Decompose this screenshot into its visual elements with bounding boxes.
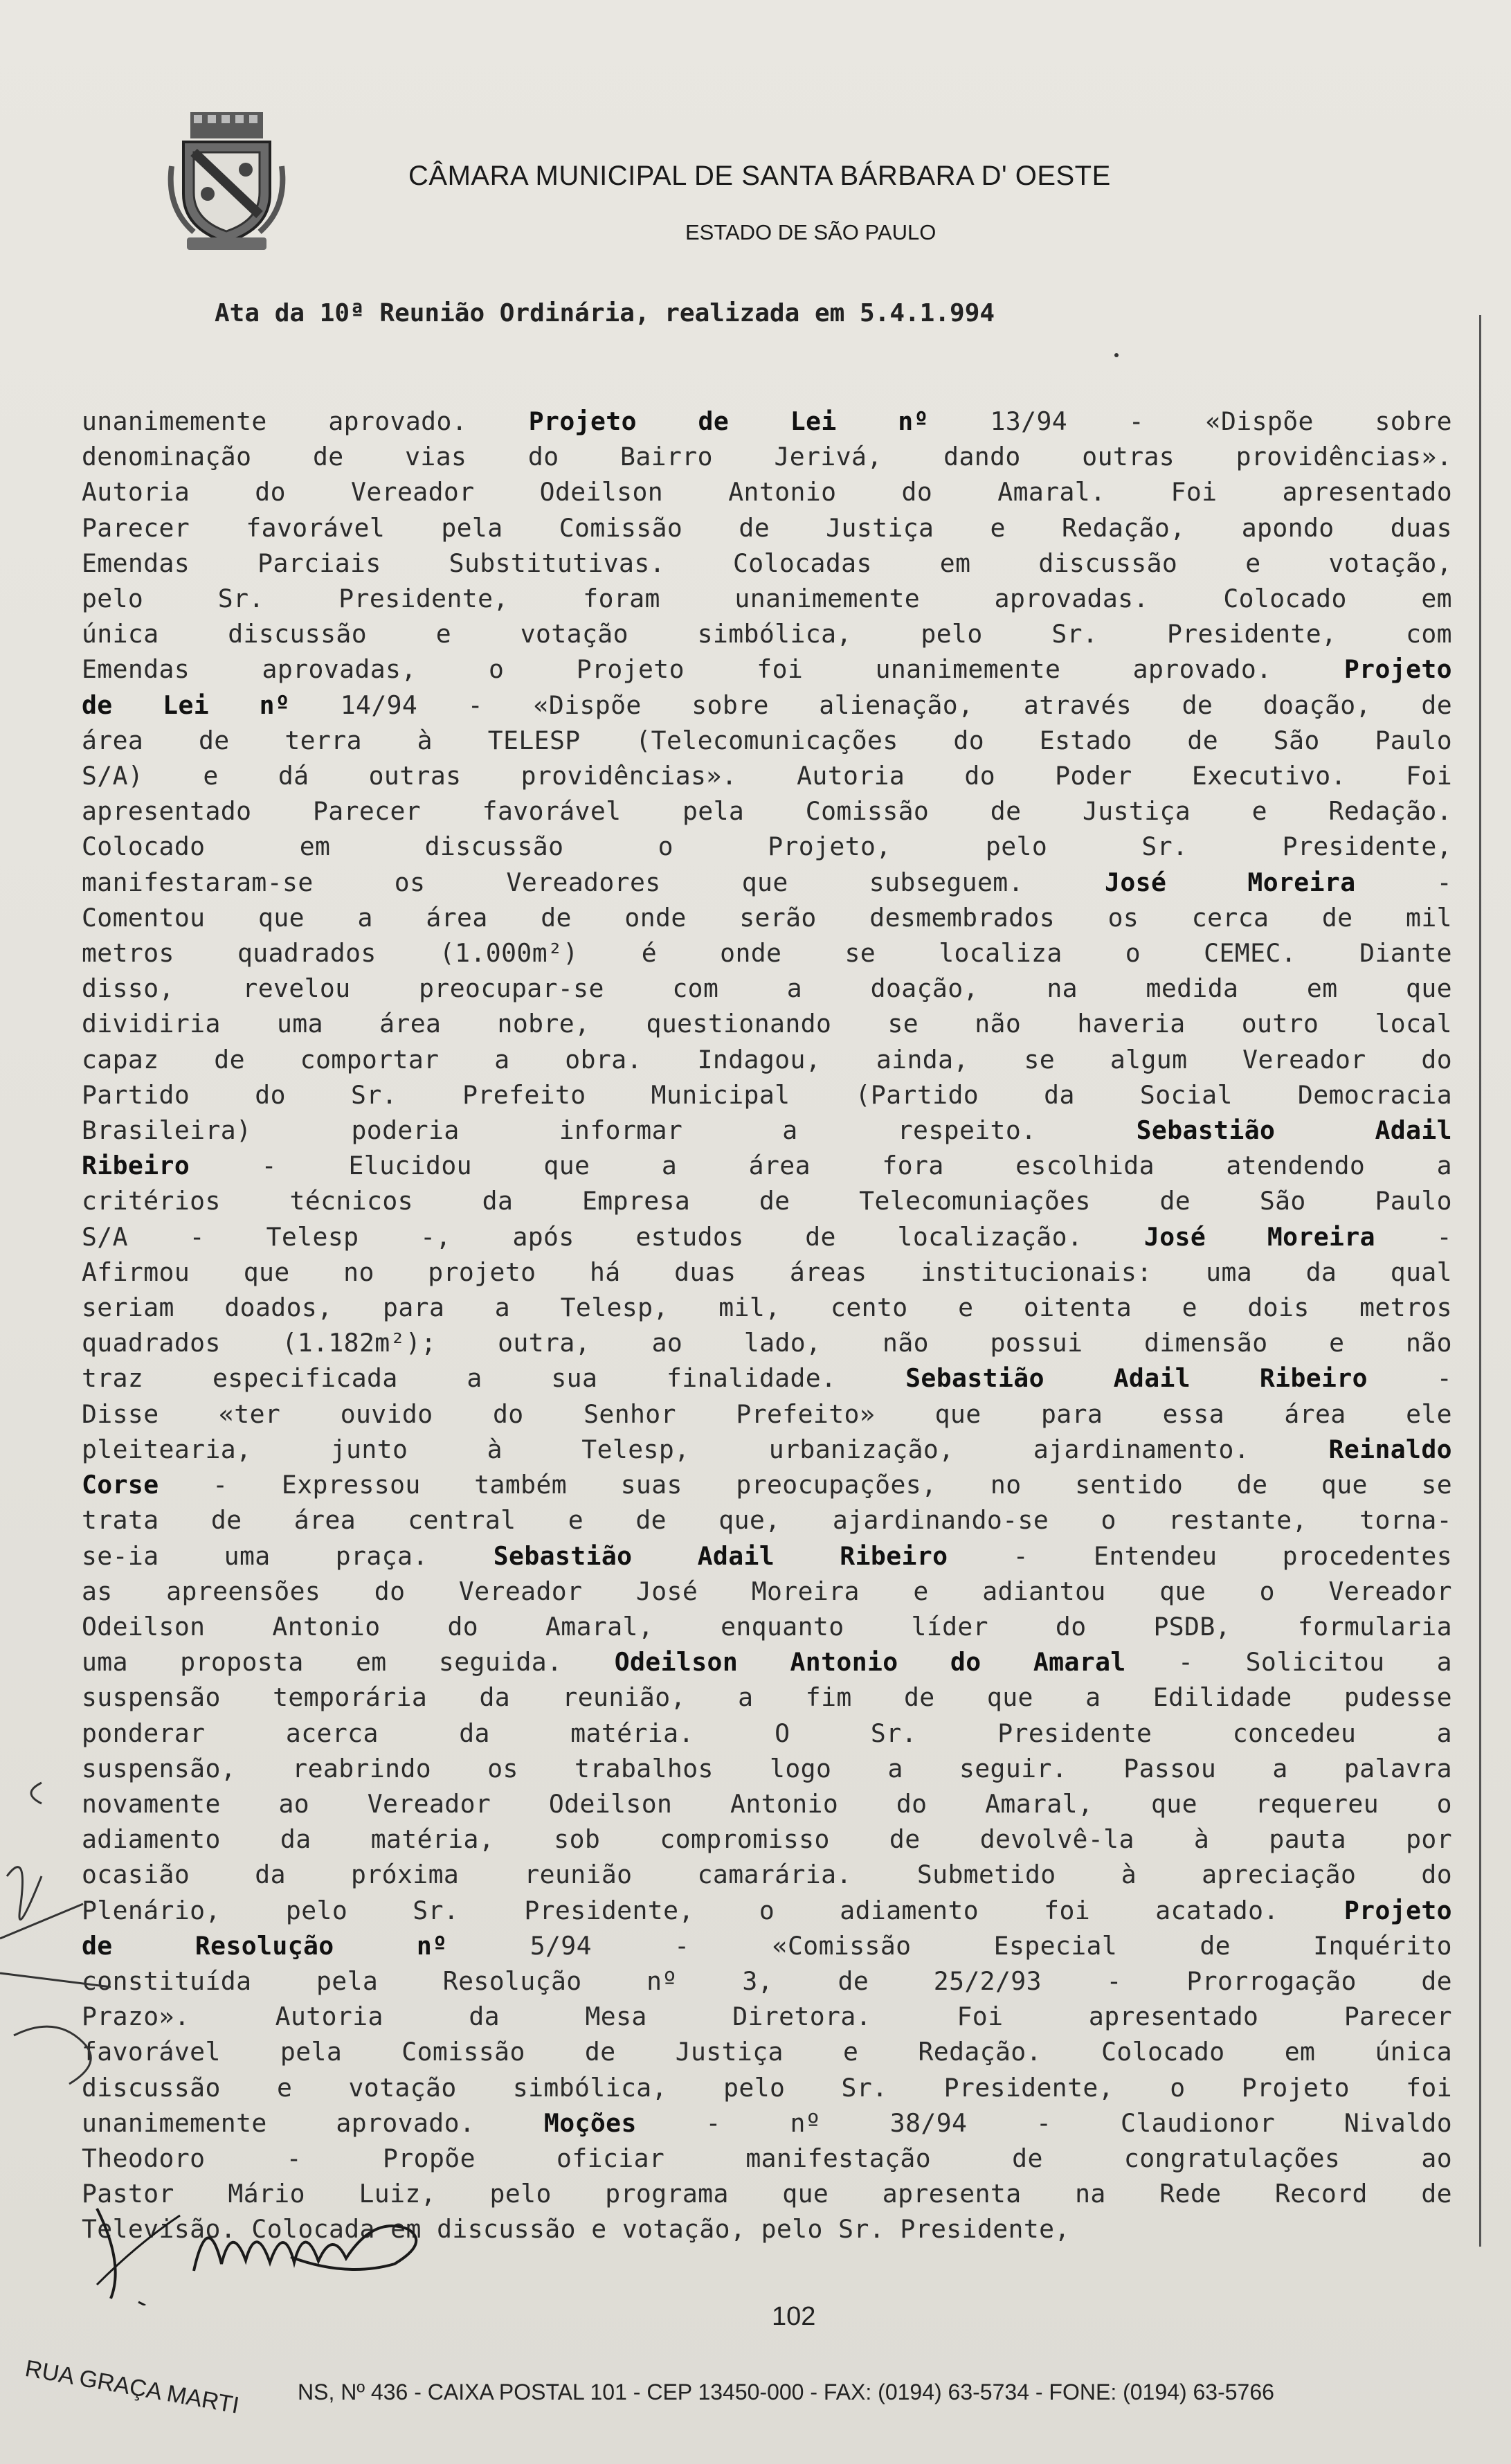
text-segment: Emendas aprovadas, o Projeto foi unanimemente aprovado. — [82, 654, 1344, 685]
text-segment: Brasileira) poderia informar a respeito. — [82, 1115, 1137, 1146]
bold-segment: Moções — [543, 2107, 637, 2138]
text-segment: suspensão, reabrindo os trabalhos logo a seguir. Passou a palavra — [82, 1753, 1452, 1783]
text-segment: adiamento da matéria, sob compromisso de devolvê-la à pauta por — [82, 1824, 1452, 1855]
text-segment: Prazo». Autoria da Mesa Diretora. Foi apresentado Parecer — [82, 2002, 1452, 2032]
text-segment: Theodoro - Propõe oficiar manifestação de congratulações ao — [82, 2143, 1452, 2173]
text-line — [82, 1893, 1452, 1928]
text-line — [82, 1077, 1452, 1113]
text-line — [82, 2034, 1452, 2069]
bold-segment: José Moreira — [1143, 1221, 1375, 1252]
text-line — [82, 1432, 1452, 1467]
text-segment: - — [1375, 1221, 1452, 1252]
text-line — [82, 1609, 1452, 1644]
text-line — [82, 1822, 1452, 1857]
text-line — [82, 1006, 1452, 1041]
text-line — [82, 1963, 1452, 1999]
text-segment: Comentou que a área de onde serão desmembrados os cerca de mil — [82, 902, 1452, 933]
text-line — [82, 1467, 1452, 1502]
margin-rule — [1479, 315, 1481, 2247]
text-segment: Afirmou que no projeto há duas áreas institucionais: uma da qual — [82, 1257, 1452, 1287]
text-segment: metros quadrados (1.000m²) é onde se localiza o CEMEC. Diante — [82, 938, 1452, 969]
text-line — [82, 510, 1452, 546]
footer-address: NS, Nº 436 - CAIXA POSTAL 101 - CEP 13450-000 - FAX: (0194) 63-5734 - FONE: (0194) 63-5766 — [298, 2380, 1274, 2404]
text-line — [82, 1644, 1452, 1680]
text-segment: capaz de comportar a obra. Indagou, ainda, se algum Vereador do — [82, 1044, 1452, 1074]
text-line — [82, 404, 1452, 439]
text-segment: manifestaram-se os Vereadores que subseguem. — [82, 867, 1105, 897]
institution-name: CÂMARA MUNICIPAL DE SANTA BÁRBARA D' OESTE — [408, 161, 1111, 191]
text-line — [82, 581, 1452, 616]
text-segment: Pastor Mário Luiz, pelo programa que apresenta na Rede Record de — [82, 2179, 1452, 2209]
text-segment: 13/94 - «Dispõe sobre — [928, 406, 1452, 436]
text-line — [82, 1751, 1452, 1786]
text-line — [82, 865, 1452, 900]
bold-segment: Projeto — [1343, 1895, 1452, 1925]
text-line — [82, 2141, 1452, 2176]
text-line — [82, 474, 1452, 510]
text-segment: quadrados (1.182m²); outra, ao lado, não possui dimensão e não — [82, 1328, 1452, 1358]
text-segment: - Entendeu procedentes — [948, 1540, 1452, 1571]
text-segment: Plenário, pelo Sr. Presidente, o adiamento foi acatado. — [82, 1895, 1344, 1925]
bold-segment: José Moreira — [1105, 867, 1356, 897]
text-line — [82, 1786, 1452, 1822]
page-number: 102 — [772, 2302, 816, 2331]
footer-street: RUA GRAÇA MARTI — [23, 2355, 242, 2419]
text-segment: denominação de vias do Bairro Jerivá, dando outras providências». — [82, 442, 1452, 472]
text-line — [82, 2105, 1452, 2141]
text-segment: disso, revelou preocupar-se com a doação, na medida em que — [82, 973, 1452, 1004]
text-line — [82, 1360, 1452, 1396]
text-segment: Emendas Parciais Substitutivas. Colocadas em discussão e votação, — [82, 548, 1452, 578]
text-segment: Televisão. Colocada em discussão e votação, pelo Sr. Presidente, — [82, 2214, 1070, 2245]
text-segment: as apreensões do Vereador José Moreira e adiantou que o Vereador — [82, 1576, 1452, 1606]
text-segment: se-ia uma praça. — [82, 1540, 494, 1571]
text-segment: pelo Sr. Presidente, foram unanimemente aprovadas. Colocado em — [82, 584, 1452, 614]
text-segment: traz especificada a sua finalidade. — [82, 1363, 906, 1394]
text-segment: unanimemente aprovado. — [82, 2107, 544, 2138]
bold-segment: Projeto de Lei nº — [528, 406, 929, 436]
margin-annotations — [0, 1489, 125, 2181]
text-line — [82, 900, 1452, 935]
text-segment: Odeilson Antonio do Amaral, enquanto líder do PSDB, formularia — [82, 1611, 1452, 1642]
text-segment: Parecer favorável pela Comissão de Justiça e Redação, apondo duas — [82, 512, 1452, 543]
text-segment: Colocado em discussão o Projeto, pelo Sr. Presidente, — [82, 831, 1452, 862]
text-line — [82, 1680, 1452, 1715]
text-line — [82, 651, 1452, 687]
bold-segment: Sebastião Adail Ribeiro — [493, 1540, 948, 1571]
text-line — [82, 1574, 1452, 1609]
text-line — [82, 1219, 1452, 1255]
text-line — [82, 1042, 1452, 1077]
text-line — [82, 1716, 1452, 1751]
bold-segment: Odeilson Antonio do Amaral — [614, 1647, 1126, 1678]
bold-segment: de Resolução nº — [82, 1930, 448, 1961]
text-line — [82, 758, 1452, 793]
text-segment: - Expressou também suas preocupações, no sentido de que se — [159, 1470, 1452, 1500]
text-segment: trata de área central e de que, ajardinando-se o restante, torna- — [82, 1505, 1452, 1536]
text-line — [82, 1113, 1452, 1148]
text-segment: constituída pela Resolução nº 3, de 25/2/93 - Prorrogação de — [82, 1966, 1452, 1996]
text-line — [82, 1325, 1452, 1360]
text-segment: unanimemente aprovado. — [82, 406, 529, 436]
bold-segment: Sebastião Adail — [1136, 1115, 1452, 1146]
text-segment: - Elucidou que a área fora escolhida atendendo a — [190, 1151, 1452, 1181]
text-segment: favorável pela Comissão de Justiça e Redação. Colocado em única — [82, 2037, 1452, 2067]
text-line — [82, 687, 1452, 723]
text-segment: Disse «ter ouvido do Senhor Prefeito» que para essa área ele — [82, 1399, 1452, 1429]
bold-segment: de Lei nº — [82, 690, 291, 720]
text-line — [82, 546, 1452, 581]
text-line — [82, 971, 1452, 1006]
text-segment: área de terra à TELESP (Telecomunicações do Estado de São Paulo — [82, 725, 1452, 755]
text-line — [82, 723, 1452, 758]
text-segment: discussão e votação simbólica, pelo Sr. Presidente, o Projeto foi — [82, 2072, 1452, 2103]
minutes-body — [82, 404, 1452, 2247]
document-title: Ata da 10ª Reunião Ordinária, realizada em 5.4.1.994 — [215, 299, 995, 327]
text-segment: Partido do Sr. Prefeito Municipal (Partido da Social Democracia — [82, 1079, 1452, 1110]
state-name: ESTADO DE SÃO PAULO — [685, 220, 937, 244]
text-line — [82, 439, 1452, 474]
text-segment: pleitearia, junto à Telesp, urbanização, ajardinamento. — [82, 1434, 1329, 1464]
text-line — [82, 1538, 1452, 1574]
text-line — [82, 793, 1452, 829]
text-line — [82, 1999, 1452, 2034]
bold-segment: Reinaldo — [1328, 1434, 1452, 1464]
text-segment: S/A) e dá outras providências». Autoria do Poder Executivo. Foi — [82, 761, 1452, 791]
text-segment: 14/94 - «Dispõe sobre alienação, através de doação, de — [290, 690, 1452, 720]
text-segment: dividiria uma área nobre, questionando se não haveria outro local — [82, 1009, 1452, 1039]
text-line — [82, 1928, 1452, 1963]
text-line — [82, 1148, 1452, 1183]
text-segment: seriam doados, para a Telesp, mil, cento e oitenta e dois metros — [82, 1293, 1452, 1323]
letterhead-footer — [0, 2355, 1511, 2419]
text-line — [82, 616, 1452, 651]
bold-segment: Ribeiro — [82, 1151, 190, 1181]
text-line — [82, 829, 1452, 864]
text-segment: S/A - Telesp -, após estudos de localização. — [82, 1221, 1144, 1252]
text-segment: 5/94 - «Comissão Especial de Inquérito — [447, 1930, 1452, 1961]
text-line — [82, 1396, 1452, 1432]
text-segment: única discussão e votação simbólica, pelo Sr. Presidente, com — [82, 619, 1452, 649]
text-line — [82, 1502, 1452, 1538]
text-segment: ponderar acerca da matéria. O Sr. Presidente concedeu a — [82, 1718, 1452, 1748]
text-line — [82, 935, 1452, 971]
bold-segment: Projeto — [1343, 654, 1452, 685]
text-segment: critérios técnicos da Empresa de Telecomuniações de São Paulo — [82, 1186, 1452, 1216]
text-segment: Autoria do Vereador Odeilson Antonio do Amaral. Foi apresentado — [82, 477, 1452, 507]
text-segment: - — [1355, 867, 1452, 897]
text-segment: uma proposta em seguida. — [82, 1647, 615, 1678]
bold-segment: Sebastião Adail Ribeiro — [905, 1363, 1368, 1394]
text-segment: - nº 38/94 - Claudionor Nivaldo — [636, 2107, 1452, 2138]
text-line — [82, 1183, 1452, 1218]
stray-mark — [1114, 353, 1119, 357]
text-line — [82, 1255, 1452, 1290]
text-line — [82, 1857, 1452, 1892]
text-segment: - Solicitou a — [1125, 1647, 1452, 1678]
text-segment: - — [1368, 1363, 1452, 1394]
text-segment: novamente ao Vereador Odeilson Antonio do Amaral, que requereu o — [82, 1788, 1452, 1819]
bold-segment: Corse — [82, 1470, 159, 1500]
handwritten-signature — [83, 2181, 443, 2305]
text-segment: suspensão temporária da reunião, a fim de que a Edilidade pudesse — [82, 1682, 1452, 1713]
text-line — [82, 2070, 1452, 2105]
text-line — [82, 1290, 1452, 1325]
text-segment: ocasião da próxima reunião camarária. Submetido à apreciação do — [82, 1860, 1452, 1890]
text-segment: apresentado Parecer favorável pela Comissão de Justiça e Redação. — [82, 796, 1452, 827]
